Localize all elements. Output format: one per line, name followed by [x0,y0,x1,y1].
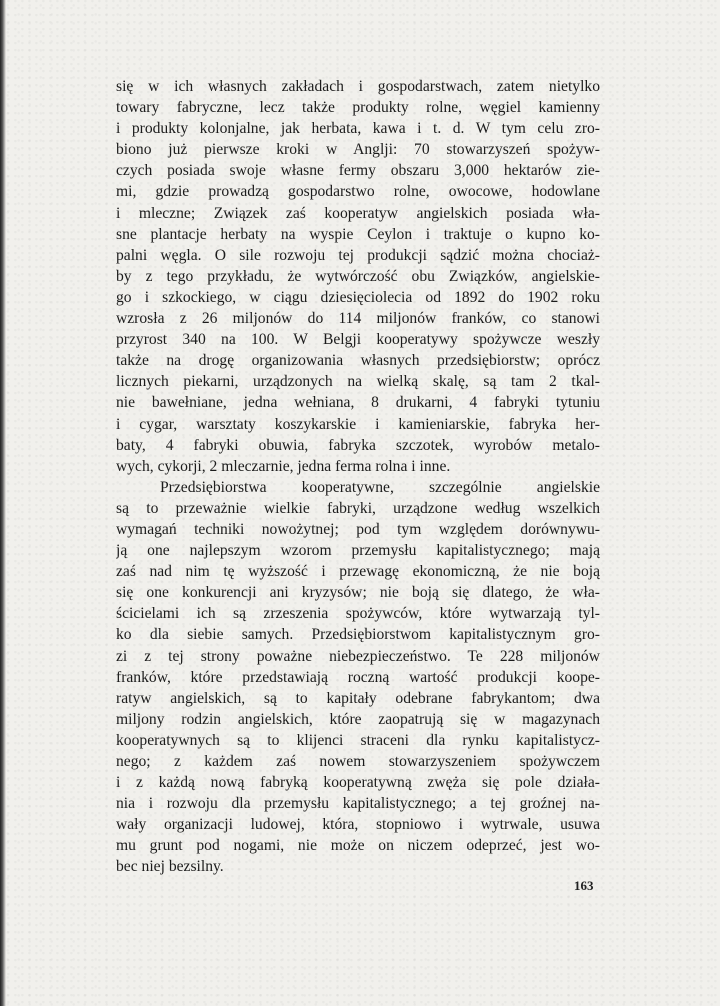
body-text [116,76,600,878]
text-line: towary fabryczne, lecz także produkty rolne, węgiel kamienny [116,99,600,117]
text-line: się one konkurencji ani kryzysów; nie boją się dlatego, że wła- [116,584,600,602]
paragraph-1 [116,76,600,477]
binding-edge [0,0,6,1006]
text-line: palni węgla. O sile rozwoju tej produkcji sądzić można chociaż- [116,246,600,264]
text-line: kooperatywnych są to klijenci straceni dla rynku kapitalistycz- [116,731,600,749]
text-line: wych, cykorji, 2 mleczarnie, jedna ferma rolna i inne. [116,457,451,475]
text-line: mu grunt pod nogami, nie może on niczem odeprzeć, jest wo- [116,837,600,855]
text-line: nie bawełniane, jedna wełniana, 8 drukarni, 4 fabryki tytuniu [116,394,600,412]
text-line: ratyw angielskich, są to kapitały odebrane fabrykantom; dwa [116,689,600,707]
text-line: zi z tej strony poważne niebezpieczeństwo. Te 228 miljonów [116,647,600,665]
text-line: są to przeważnie wielkie fabryki, urządzone według wszelkich [116,499,600,517]
paragraph-2 [116,477,600,878]
text-line: miljony rodzin angielskich, które zaopatrują się w magazynach [116,710,600,728]
text-line: przyrost 340 na 100. W Belgji kooperatywy spożywcze weszły [116,331,600,349]
text-line: nia i rozwoju dla przemysłu kapitalistycznego; a tej groźnej na- [116,795,600,813]
text-line: i cygar, warsztaty koszykarskie i kamieniarskie, fabryka her- [116,415,600,433]
text-line: licznych piekarni, urządzonych na wielką skalę, są tam 2 tkal- [116,373,600,391]
text-line: mi, gdzie prowadzą gospodarstwo rolne, owocowe, hodowlane [116,183,600,201]
text-line: by z tego przykładu, że wytwórczość obu Związków, angielskie- [116,267,600,285]
page-number: 163 [574,878,594,893]
text-line: także na drogę organizowania własnych przedsiębiorstw; oprócz [116,352,600,370]
text-line: biono już pierwsze kroki w Anglji: 70 stowarzyszeń spożyw- [116,141,600,159]
text-line: go i szkockiego, w ciągu dziesięciolecia od 1892 do 1902 roku [116,288,600,306]
text-line: ją one najlepszym wzorom przemysłu kapitalistycznego; mają [116,542,600,560]
text-line: sne plantacje herbaty na wyspie Ceylon i traktuje o kupno ko- [116,225,600,243]
text-line: się w ich własnych zakładach i gospodarstwach, zatem nietylko [116,78,600,95]
text-line: i mleczne; Związek zaś kooperatyw angielskich posiada wła- [116,204,600,222]
text-line: bec niej bezsilny. [116,858,224,876]
text-line: nego; z każdem zaś nowem stowarzyszeniem spożywczem [116,753,600,770]
text-line: i produkty kolonjalne, jak herbata, kawa i t. d. W tym celu zro- [116,120,600,138]
text-line: ko dla siebie samych. Przedsiębiorstwom kapitalistycznym gro- [116,626,600,644]
text-line: zaś nad nim tę wyższość i przewagę ekonomiczną, że nie boją [116,563,600,581]
text-line: wały organizacji ludowej, która, stopniowo i wytrwale, usuwa [116,816,600,834]
text-line: czych posiada swoje własne fermy obszaru 3,000 hektarów zie- [116,162,600,180]
text-line: i z każdą nową fabryką kooperatywną zwęża się pole działa- [116,774,600,792]
text-line: Przedsiębiorstwa kooperatywne, szczególnie angielskie [160,478,600,496]
text-line: baty, 4 fabryki obuwia, fabryka szczotek, wyrobów metalo- [116,436,600,454]
text-line: ścicielami ich są zrzeszenia spożywców, które wytwarzają tyl- [116,605,600,623]
text-line: wzrosła z 26 miljonów do 114 miljonów franków, co stanowi [116,310,600,328]
text-line: wymagań techniki nowożytnej; pod tym względem dorównywu- [116,520,600,538]
text-line: franków, które przedstawiają roczną wartość produkcji koope- [116,668,600,686]
